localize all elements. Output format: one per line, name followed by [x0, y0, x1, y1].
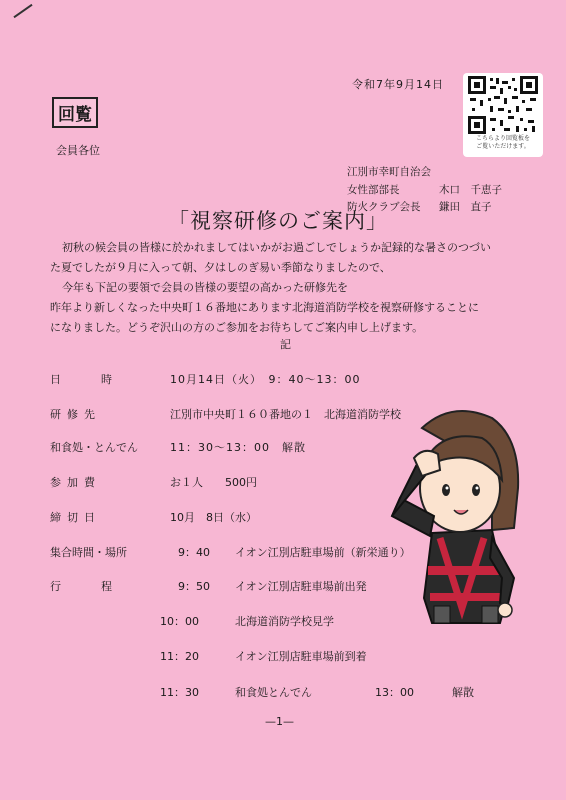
itinerary-time: 13：00	[375, 686, 414, 699]
sender-line-1	[347, 182, 502, 197]
destination-label: 研修先	[50, 408, 101, 421]
itinerary-time: 10：00	[160, 615, 199, 628]
issue-date: 令和7年9月14日	[352, 78, 444, 91]
itinerary-desc: 和食処とんでん	[235, 686, 312, 699]
fee-value: お１人 500円	[170, 476, 257, 489]
date-label: 日 時	[50, 373, 118, 386]
fee-label: 参加費	[50, 476, 101, 489]
itinerary-desc: イオン江別店駐車場前到着	[235, 650, 367, 663]
qr-code[interactable]	[463, 73, 543, 157]
kairan-label: 回覧	[52, 97, 98, 128]
sender-role: 女性部部長	[347, 184, 400, 196]
destination-value: 江別市中央町１６０番地の１ 北海道消防学校	[170, 408, 401, 421]
itinerary-desc: 北海道消防学校見学	[235, 615, 334, 628]
saluting-firefighter-illustration	[372, 398, 532, 628]
itinerary-label: 行 程	[50, 580, 118, 593]
meeting-place: イオン江別店駐車場前（新栄通り）	[235, 546, 411, 559]
itinerary-desc: イオン江別店駐車場前出発	[235, 580, 367, 593]
body-line-3: 今年も下記の要領で会員の皆様の要望の高かった研修先を	[62, 281, 348, 294]
body-line-1: 初秋の候会員の皆様に於かれましてはいかがお過ごしでしょうか記録的な暑さのつづい	[62, 241, 491, 254]
sender-name: 木口 千恵子	[439, 184, 502, 196]
body-line-5: になりました。どうぞ沢山の方のご参加をお待ちしてご案内申し上げます。	[50, 321, 424, 334]
deadline-label: 締切日	[50, 511, 101, 524]
deadline-value: 10月 8日（水）	[170, 511, 257, 524]
qr-code-icon	[468, 76, 538, 134]
body-line-4: 昨年より新しくなった中央町１６番地にあります北海道消防学校を視察研修することに	[50, 301, 479, 314]
sender-name: 鎌田 直子	[439, 201, 492, 213]
lunch-value: 11：30～13：00 解散	[170, 441, 306, 454]
itinerary-time: 11：30	[160, 686, 199, 699]
recipients: 会員各位	[56, 144, 100, 157]
meeting-time: 9：40	[178, 546, 210, 559]
sender-role: 防火クラブ会長	[347, 201, 421, 213]
itinerary-desc: 解散	[452, 686, 474, 699]
fold-mark	[13, 4, 32, 18]
qr-caption: こちらより回覧板を ご覧いただけます。	[475, 135, 530, 150]
date-value: 10月14日（火） 9：40～13：00	[170, 373, 361, 386]
itinerary-time: 11：20	[160, 650, 199, 663]
meeting-label: 集合時間・場所	[50, 546, 127, 559]
sender-org: 江別市幸町自治会	[347, 166, 431, 178]
page-number: —1—	[265, 715, 294, 728]
itinerary-time: 9：50	[178, 580, 210, 593]
body-line-2: た夏でしたが９月に入って朝、夕はしのぎ易い季節なりましたので、	[50, 261, 391, 274]
lunch-label: 和食処・とんでん	[50, 441, 138, 454]
ki-marker: 記	[280, 338, 291, 351]
document-title: 「視察研修のご案内」	[168, 209, 388, 233]
